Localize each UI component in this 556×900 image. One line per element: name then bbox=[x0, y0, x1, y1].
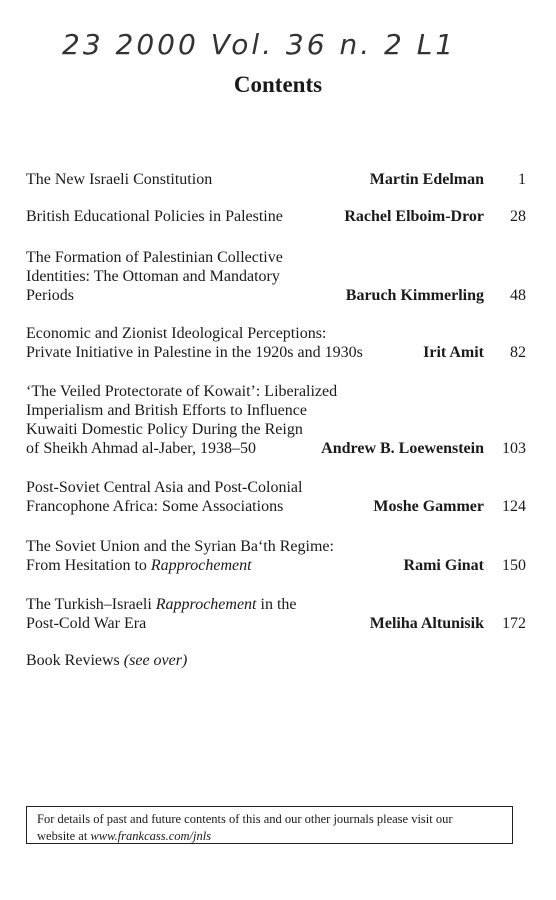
page-number: 82 bbox=[510, 344, 526, 361]
article-author: Rachel Elboim-Dror bbox=[344, 208, 484, 225]
handwritten-annotation: 23 2000 Vol. 36 n. 2 L1 bbox=[62, 28, 457, 61]
toc-entry[interactable] bbox=[26, 248, 526, 305]
toc-entry[interactable] bbox=[26, 537, 526, 575]
toc-entry[interactable] bbox=[26, 207, 526, 226]
page-number: 124 bbox=[502, 498, 526, 515]
toc-entry[interactable] bbox=[26, 324, 526, 362]
article-title: The Soviet Union and the Syrian Ba‘th Regime: From Hesitation to Rapprochement bbox=[26, 538, 334, 574]
book-reviews-note: Book Reviews (see over) bbox=[26, 652, 188, 669]
toc-entry[interactable] bbox=[26, 170, 526, 189]
page-number: 48 bbox=[510, 287, 526, 304]
page-number: 172 bbox=[502, 615, 526, 632]
toc-entry[interactable] bbox=[26, 478, 526, 516]
page-number: 28 bbox=[510, 208, 526, 225]
page-title: Contents bbox=[233, 72, 323, 97]
article-title: Economic and Zionist Ideological Perceptions: Private Initiative in Palestine in the 1920s and 1930s bbox=[26, 325, 363, 361]
article-title: The New Israeli Constitution bbox=[26, 171, 213, 188]
article-title: British Educational Policies in Palestine bbox=[26, 208, 283, 225]
article-author: Moshe Gammer bbox=[373, 498, 484, 515]
page-number: 103 bbox=[502, 440, 526, 457]
article-author: Meliha Altunisik bbox=[369, 615, 484, 632]
toc-entry[interactable] bbox=[26, 382, 526, 458]
notice-line: For details of past and future contents of this and our other journals please visit our bbox=[37, 812, 453, 826]
article-author: Irit Amit bbox=[423, 344, 484, 361]
notice-line-2: website at www.frankcass.com/jnls bbox=[37, 829, 212, 843]
page-number: 1 bbox=[518, 171, 526, 188]
article-title: Post-Soviet Central Asia and Post-Colonial Francophone Africa: Some Associations bbox=[26, 479, 303, 515]
article-title: ‘The Veiled Protectorate of Kowait’: Liberalized Imperialism and British Efforts to Influence Kuwaiti Domestic Policy During the Reign of Sheikh Ahmad al-Jaber, 1938–50 bbox=[26, 383, 338, 457]
toc-entry[interactable] bbox=[26, 595, 526, 633]
article-author: Andrew B. Loewenstein bbox=[321, 440, 484, 457]
article-title: The Formation of Palestinian Collective Identities: The Ottoman and Mandatory Periods bbox=[26, 249, 283, 304]
article-author: Rami Ginat bbox=[403, 557, 484, 574]
website-link[interactable]: www.frankcass.com/jnls bbox=[90, 829, 212, 843]
article-author: Martin Edelman bbox=[369, 171, 484, 188]
page-number: 150 bbox=[502, 557, 526, 574]
website-notice-box bbox=[26, 806, 513, 844]
article-title: The Turkish–Israeli Rapprochement in the Post-Cold War Era bbox=[26, 596, 297, 632]
article-author: Baruch Kimmerling bbox=[345, 287, 484, 304]
